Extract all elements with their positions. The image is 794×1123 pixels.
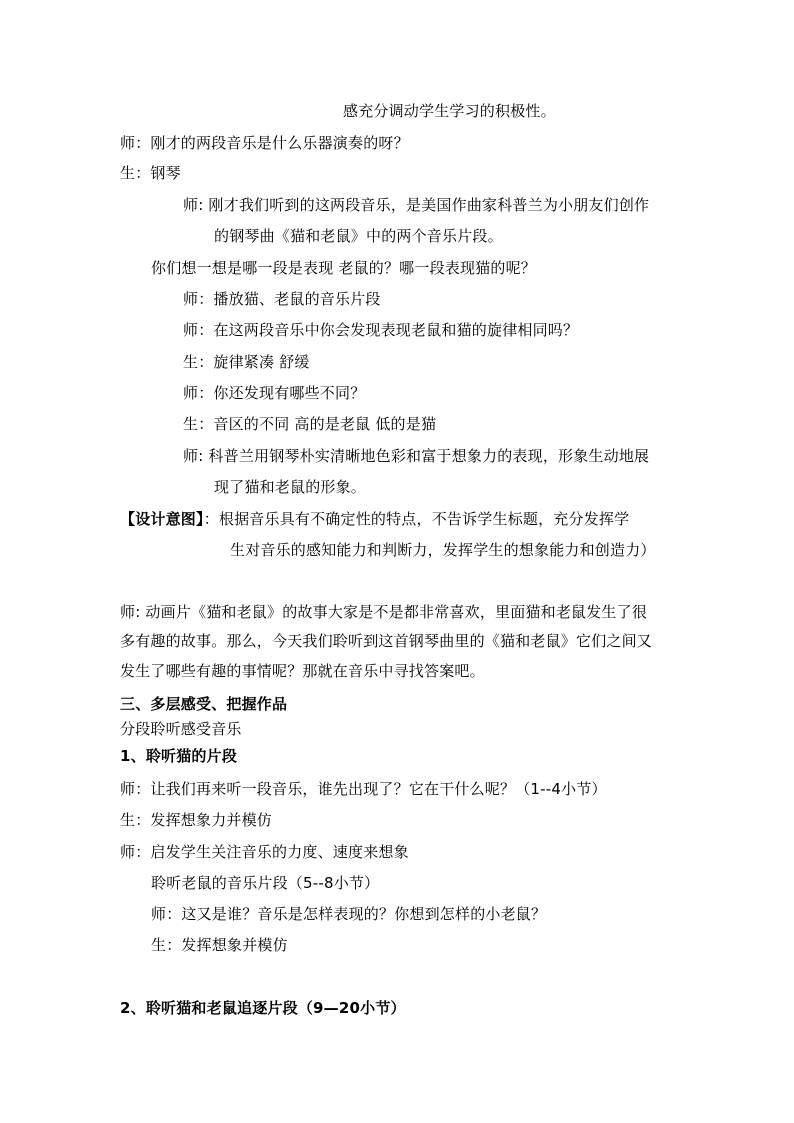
text-line: 师：你还发现有哪些不同？ [183,384,366,402]
subsection-heading: 2、聆听猫和老鼠追逐片段（9—20小节） [120,999,406,1017]
text-line: 生：音区的不同 高的是老鼠 低的是猫 [183,415,437,433]
text-line: 感充分调动学生学习的积极性。 [343,102,556,120]
text-line: 的钢琴曲《猫和老鼠》中的两个音乐片段。 [214,227,503,245]
text-line: 生对音乐的感知能力和判断力，发挥学生的想象能力和创造力） [230,541,656,559]
text-line: 你们想一想是哪一段是表现 老鼠的？哪一段表现猫的呢？ [151,259,536,277]
text-line: 师：刚才的两段音乐是什么乐器演奏的呀？ [120,134,409,152]
text-line: 师: 动画片《猫和老鼠》的故事大家是不是都非常喜欢，里面猫和老鼠发生了很 [120,603,648,621]
subsection-heading: 1、聆听猫的片段 [120,747,238,765]
text-line: 分段聆听感受音乐 [120,720,242,738]
text-line: 师：播放猫、老鼠的音乐片段 [183,290,381,308]
text-line: 生：旋律紧凑 舒缓 [183,353,310,371]
text-line: 生：发挥想象并模仿 [151,936,288,954]
text-line: 师：这又是谁？音乐是怎样表现的？你想到怎样的小老鼠？ [151,905,547,923]
design-intent-text: ：根据音乐具有不确定性的特点，不告诉学生标题，充分发挥学 [203,510,630,528]
text-line: 发生了哪些有趣的事情呢？那就在音乐中寻找答案吧。 [120,662,485,680]
design-intent-line [120,509,629,529]
text-line: 现了猫和老鼠的形象。 [214,478,367,496]
text-line: 生：钢琴 [120,164,181,182]
section-heading: 三、多层感受、把握作品 [120,695,288,713]
text-line: 师：让我们再来听一段音乐，谁先出现了？它在干什么呢？（1--4小节） [120,780,607,798]
text-line: 师: 科普兰用钢琴朴实清晰地色彩和富于想象力的表现，形象生动地展 [183,447,650,465]
design-intent-label: 【设计意图】 [120,510,204,528]
text-line: 师：在这两段音乐中你会发现表现老鼠和猫的旋律相同吗？ [183,321,579,339]
text-line: 聆听老鼠的音乐片段（5--8小节） [151,874,380,892]
text-line: 师: 刚才我们听到的这两段音乐，是美国作曲家科普兰为小朋友们创作 [183,196,650,214]
text-line: 多有趣的故事。那么，今天我们聆听到这首钢琴曲里的《猫和老鼠》它们之间又 [120,632,653,650]
text-line: 生：发挥想象力并模仿 [120,811,273,829]
text-line: 师：启发学生关注音乐的力度、速度来想象 [120,843,409,861]
